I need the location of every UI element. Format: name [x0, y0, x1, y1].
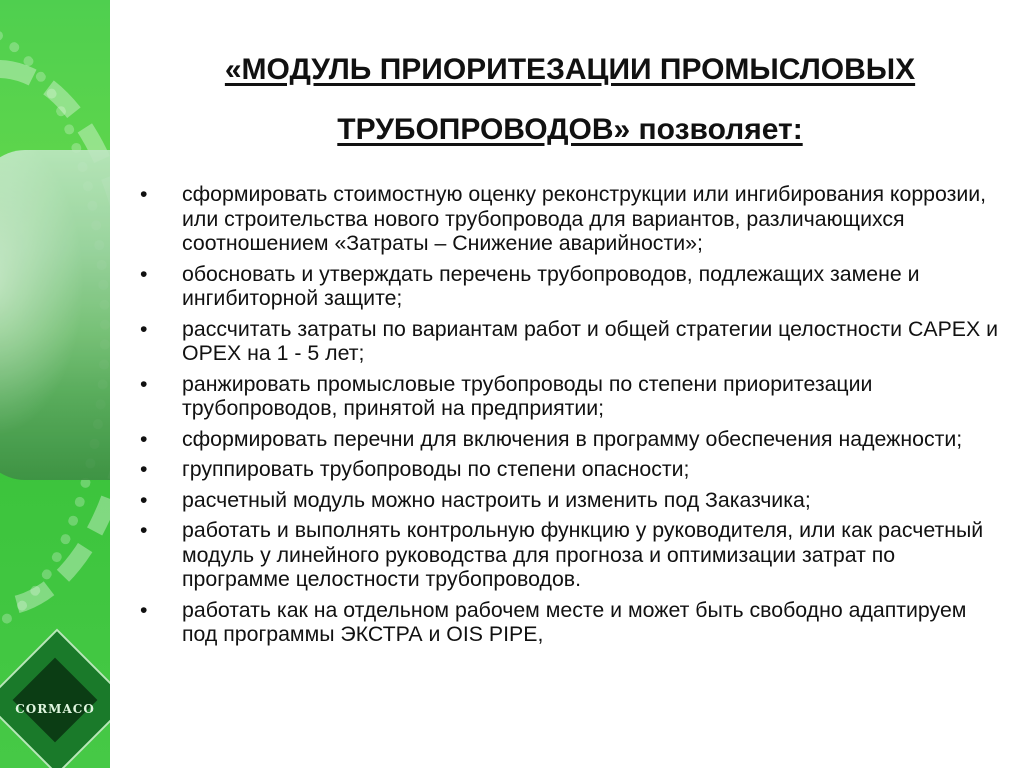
bullet-icon: •: [140, 371, 148, 396]
list-item-text: работать и выполнять контрольную функцию у руководителя, или как расчетный модуль у линейного руководства для прогноза и оптимизации затрат по программе целостности трубопроводов.: [182, 518, 984, 591]
list-item-text: группировать трубопроводы по степени опасности;: [182, 457, 690, 481]
list-item: [140, 262, 1000, 311]
decorative-sidebar: [0, 0, 110, 768]
list-item: [140, 427, 1000, 452]
bullet-icon: •: [140, 261, 148, 286]
bullet-icon: •: [140, 182, 148, 206]
list-item: [140, 372, 1000, 421]
landscape-photo: [0, 150, 110, 480]
bullet-icon: •: [140, 597, 148, 622]
list-item-text: работать как на отдельном рабочем месте и может быть свободно адаптируем под программы ЭКСТРА и OIS PIPE,: [182, 597, 967, 646]
title-line-2: ТРУБОПРОВОДОВ» позволяет:: [337, 113, 803, 146]
list-item-text: рассчитать затраты по вариантам работ и общей стратегии целостности CAPEX и OPEX на 1 - 5 лет;: [182, 316, 998, 365]
company-logo-text: CORMACO: [15, 702, 95, 716]
bullet-icon: •: [140, 487, 148, 512]
list-item: [140, 182, 1000, 256]
feature-list: [140, 182, 1000, 653]
list-item: [140, 598, 1000, 647]
bullet-icon: •: [140, 426, 148, 451]
title-line-1: «МОДУЛЬ ПРИОРИТЕЗАЦИИ ПРОМЫСЛОВЫХ: [224, 53, 916, 86]
list-item-text: сформировать стоимостную оценку реконструкции или ингибирования коррозии, или строительства нового трубопровода для вариантов, различающихся соотношением «Затраты – Снижение аварийности»;: [182, 182, 987, 255]
list-item: [140, 488, 1000, 513]
list-item-text: расчетный модуль можно настроить и изменить под Заказчика;: [182, 487, 811, 512]
bullet-icon: •: [140, 316, 148, 341]
bullet-icon: •: [140, 457, 148, 481]
list-item: [140, 457, 1000, 482]
list-item: [140, 518, 1000, 592]
list-item-text: ранжировать промысловые трубопроводы по степени приоритезации трубопроводов, принятой на предприятии;: [182, 371, 873, 420]
slide-title: [120, 40, 1020, 160]
list-item-text: обосновать и утверждать перечень трубопроводов, подлежащих замене и ингибиторной защите;: [182, 261, 920, 310]
bullet-icon: •: [140, 518, 148, 542]
list-item-text: сформировать перечни для включения в программу обеспечения надежности;: [182, 426, 963, 451]
list-item: [140, 317, 1000, 366]
